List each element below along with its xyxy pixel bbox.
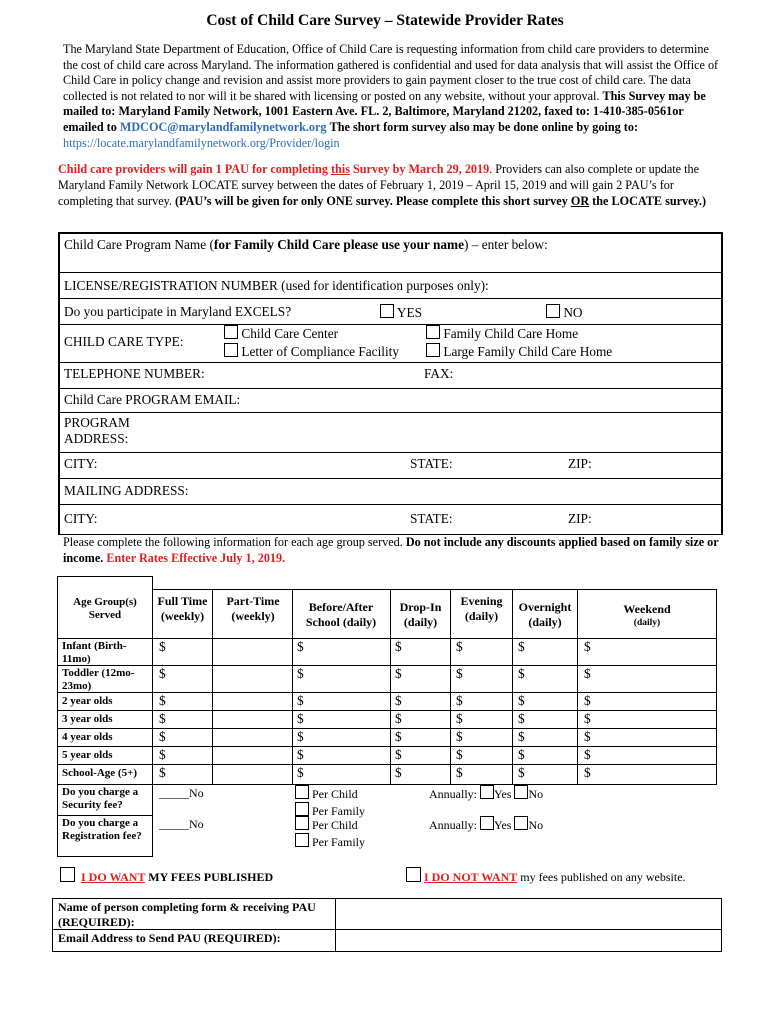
loc-checkbox[interactable] xyxy=(224,343,238,357)
publish-not-want-checkbox[interactable] xyxy=(406,867,421,882)
security-per-family-checkbox[interactable] xyxy=(295,802,309,816)
page-title: Cost of Child Care Survey – Statewide Provider Rates xyxy=(206,12,564,29)
header-full-time: Full Time (weekly) xyxy=(157,594,208,623)
program-info-form xyxy=(58,232,723,535)
rate-input-r2-c1[interactable]: $ xyxy=(297,693,304,708)
pau-email-label: Email Address to Send PAU (REQUIRED): xyxy=(58,931,281,945)
family-home-option[interactable]: Family Child Care Home xyxy=(426,325,612,343)
rate-input-r3-c4[interactable]: $ xyxy=(518,711,525,726)
header-age-group: Age Group(s) Served xyxy=(73,596,137,621)
row-school-age: School-Age (5+) xyxy=(62,767,138,779)
mailing-address-label: MAILING ADDRESS: xyxy=(64,483,189,498)
fax-label: FAX: xyxy=(424,366,454,381)
header-part-time: Part-Time (weekly) xyxy=(226,594,280,623)
rate-input-r1-c2[interactable]: $ xyxy=(395,666,402,681)
security-annually-yes-checkbox[interactable] xyxy=(480,785,494,799)
header-weekend: Weekend (daily) xyxy=(623,602,671,628)
registration-no[interactable]: _____No xyxy=(159,817,204,831)
pau-bold-or: OR xyxy=(570,193,590,208)
rate-input-r0-c3[interactable]: $ xyxy=(456,639,463,654)
row-toddler: Toddler (12mo-23mo) xyxy=(62,667,135,692)
rate-input-r3-c5[interactable]: $ xyxy=(584,711,591,726)
rate-input-r1-c1[interactable]: $ xyxy=(297,666,304,681)
rate-input-r6-c1[interactable]: $ xyxy=(297,765,304,780)
excels-yes-option[interactable]: YES xyxy=(380,304,422,321)
rate-input-r6-c3[interactable]: $ xyxy=(456,765,463,780)
security-annually-no-checkbox[interactable] xyxy=(514,785,528,799)
rate-input-r3-c1[interactable]: $ xyxy=(297,711,304,726)
program-name-label: Child Care Program Name (for Family Child Care please use your name) – enter below: xyxy=(64,237,548,252)
rate-input-r0-c4[interactable]: $ xyxy=(518,639,525,654)
family-home-checkbox[interactable] xyxy=(426,325,440,339)
state-label: STATE: xyxy=(410,456,453,471)
rate-input-r4-c4[interactable]: $ xyxy=(518,729,525,744)
rates-instructions: Please complete the following information for each age group served. Do not include any discounts applied based on family size or income. Enter Rates Effective July 1, 2019. xyxy=(63,535,719,565)
security-per-child-checkbox[interactable] xyxy=(295,785,309,799)
row-2yr: 2 year olds xyxy=(62,695,113,707)
pau-red-1: Child care providers will gain 1 PAU for completing xyxy=(58,162,328,176)
rate-input-r4-c2[interactable]: $ xyxy=(395,729,402,744)
row-infant: Infant (Birth-11mo) xyxy=(62,640,127,665)
short-form-note: The short form survey also may be done online by going to: xyxy=(329,119,638,134)
care-center-option[interactable]: Child Care Center xyxy=(224,325,399,343)
intro-text: The Maryland State Department of Education, Office of Child Care is requesting information from child care providers to determine the cost of child care across Maryland. The information gathered is confidential and used for data analysis that will assist the Office of Child Care in policy change and revision and assist more providers to gain payment closer to the true cost of child care. The data collected is not related to nor will it be shared with licensing or posted on any website, without your approval. xyxy=(63,42,719,103)
security-per-child[interactable]: Per Child xyxy=(295,785,365,802)
rate-input-r5-c1[interactable]: $ xyxy=(297,747,304,762)
zip-label: ZIP: xyxy=(568,456,592,471)
rate-input-r4-c0[interactable]: $ xyxy=(159,729,166,744)
pau-name-label: Name of person completing form & receiving PAU (REQUIRED): xyxy=(58,900,316,929)
registration-per-child-checkbox[interactable] xyxy=(295,816,309,830)
intro-paragraph xyxy=(63,42,723,151)
rate-input-r1-c0[interactable]: $ xyxy=(159,666,166,681)
city-label: CITY: xyxy=(64,456,98,471)
rate-input-r2-c2[interactable]: $ xyxy=(395,693,402,708)
care-center-checkbox[interactable] xyxy=(224,325,238,339)
row-3yr: 3 year olds xyxy=(62,713,113,725)
pau-bold-2: the LOCATE survey.) xyxy=(592,193,707,208)
rate-input-r0-c1[interactable]: $ xyxy=(297,639,304,654)
rate-input-r6-c2[interactable]: $ xyxy=(395,765,402,780)
mailing-city-label: CITY: xyxy=(64,511,98,526)
rate-input-r0-c2[interactable]: $ xyxy=(395,639,402,654)
rate-input-r0-c5[interactable]: $ xyxy=(584,639,591,654)
excels-no-option[interactable]: NO xyxy=(546,304,583,321)
excels-label: Do you participate in Maryland EXCELS? xyxy=(64,304,292,319)
pau-name-input[interactable] xyxy=(340,901,715,927)
excels-yes-checkbox[interactable] xyxy=(380,304,394,318)
registration-per-options xyxy=(295,816,365,850)
rate-input-r5-c4[interactable]: $ xyxy=(518,747,525,762)
email-link[interactable]: MDCOC@marylandfamilynetwork.org xyxy=(119,119,327,134)
rate-input-r4-c1[interactable]: $ xyxy=(297,729,304,744)
rate-input-r6-c4[interactable]: $ xyxy=(518,765,525,780)
pau-contact-box xyxy=(52,898,722,952)
header-evening: Evening (daily) xyxy=(460,594,503,623)
header-overnight: Overnight (daily) xyxy=(518,600,572,629)
rate-input-r4-c3[interactable]: $ xyxy=(456,729,463,744)
security-fee-question: Do you charge a Security fee? xyxy=(62,786,139,811)
publish-want-option[interactable]: I DO WANT MY FEES PUBLISHED xyxy=(60,867,273,885)
pau-paragraph xyxy=(58,162,724,209)
rate-input-r5-c5[interactable]: $ xyxy=(584,747,591,762)
publish-not-want-option[interactable]: I DO NOT WANT my fees published on any website. xyxy=(406,867,686,885)
telephone-label: TELEPHONE NUMBER: xyxy=(64,366,205,381)
security-per-family[interactable]: Per Family xyxy=(295,802,365,819)
publish-want-checkbox[interactable] xyxy=(60,867,75,882)
pau-bold-1: (PAU’s will be given for only ONE survey. Please complete this short survey xyxy=(175,193,568,208)
program-address-label: PROGRAM ADDRESS: xyxy=(64,415,130,446)
mailing-state-label: STATE: xyxy=(410,511,453,526)
row-4yr: 4 year olds xyxy=(62,731,113,743)
security-no[interactable]: _____No xyxy=(159,786,204,800)
rate-input-r3-c3[interactable]: $ xyxy=(456,711,463,726)
rate-input-r2-c4[interactable]: $ xyxy=(518,693,525,708)
rate-input-r1-c5[interactable]: $ xyxy=(584,666,591,681)
pau-text: . Providers can also complete or update the Maryland Family Network LOCATE survey between the dates of February 1, 2019 – April 15, 2019 and will gain 2 PAU’s for completing that survey. xyxy=(58,162,700,208)
rate-input-r4-c5[interactable]: $ xyxy=(584,729,591,744)
header-drop-in: Drop-In (daily) xyxy=(399,600,442,629)
pau-red-2: Survey by March 29, 2019 xyxy=(352,162,490,176)
pau-email-input[interactable] xyxy=(340,931,715,949)
security-per-options xyxy=(295,785,365,819)
registration-per-family[interactable]: Per Family xyxy=(295,833,365,850)
registration-annually: Annually: Yes No xyxy=(429,818,544,832)
care-type-left-options xyxy=(224,325,399,360)
license-label: LICENSE/REGISTRATION NUMBER (used for identification purposes only): xyxy=(64,278,489,293)
loc-option[interactable]: Letter of Compliance Facility xyxy=(224,343,399,361)
large-family-option[interactable]: Large Family Child Care Home xyxy=(426,343,612,361)
header-before-after: Before/After School (daily) xyxy=(305,600,377,629)
large-family-checkbox[interactable] xyxy=(426,343,440,357)
rates-table xyxy=(57,576,717,856)
rate-input-r1-c3[interactable]: $ xyxy=(456,666,463,681)
rate-input-r6-c0[interactable]: $ xyxy=(159,765,166,780)
care-type-label: CHILD CARE TYPE: xyxy=(64,334,184,349)
row-5yr: 5 year olds xyxy=(62,749,113,761)
rate-input-r0-c0[interactable]: $ xyxy=(159,639,166,654)
rate-input-r1-c4[interactable]: $ xyxy=(518,666,525,681)
rate-input-r5-c3[interactable]: $ xyxy=(456,747,463,762)
registration-annually-yes-checkbox[interactable] xyxy=(480,816,494,830)
registration-per-family-checkbox[interactable] xyxy=(295,833,309,847)
program-email-label: Child Care PROGRAM EMAIL: xyxy=(64,392,241,407)
excels-no-checkbox[interactable] xyxy=(546,304,560,318)
rate-input-r2-c5[interactable]: $ xyxy=(584,693,591,708)
pau-red-this: this xyxy=(330,162,350,176)
rate-input-r6-c5[interactable]: $ xyxy=(584,765,591,780)
rate-input-r3-c2[interactable]: $ xyxy=(395,711,402,726)
rate-input-r2-c0[interactable]: $ xyxy=(159,693,166,708)
care-type-right-options xyxy=(426,325,612,360)
security-annually: Annually: Yes No xyxy=(429,787,544,801)
registration-annually-no-checkbox[interactable] xyxy=(514,816,528,830)
mail-instructions: This Survey may be mailed to: Maryland Family Network, 1001 Eastern Ave. FL. 2, Baltimore, Maryland 21202, faxed to: 1-410-385-0561or emailed to xyxy=(63,88,706,134)
online-survey-link[interactable]: https://locate.marylandfamilynetwork.org/Provider/login xyxy=(63,135,340,150)
registration-fee-question: Do you charge a Registration fee? xyxy=(62,817,142,842)
rate-input-r3-c0[interactable]: $ xyxy=(159,711,166,726)
rate-input-r2-c3[interactable]: $ xyxy=(456,693,463,708)
mailing-zip-label: ZIP: xyxy=(568,511,592,526)
registration-per-child[interactable]: Per Child xyxy=(295,816,365,833)
rate-input-r5-c0[interactable]: $ xyxy=(159,747,166,762)
rate-input-r5-c2[interactable]: $ xyxy=(395,747,402,762)
